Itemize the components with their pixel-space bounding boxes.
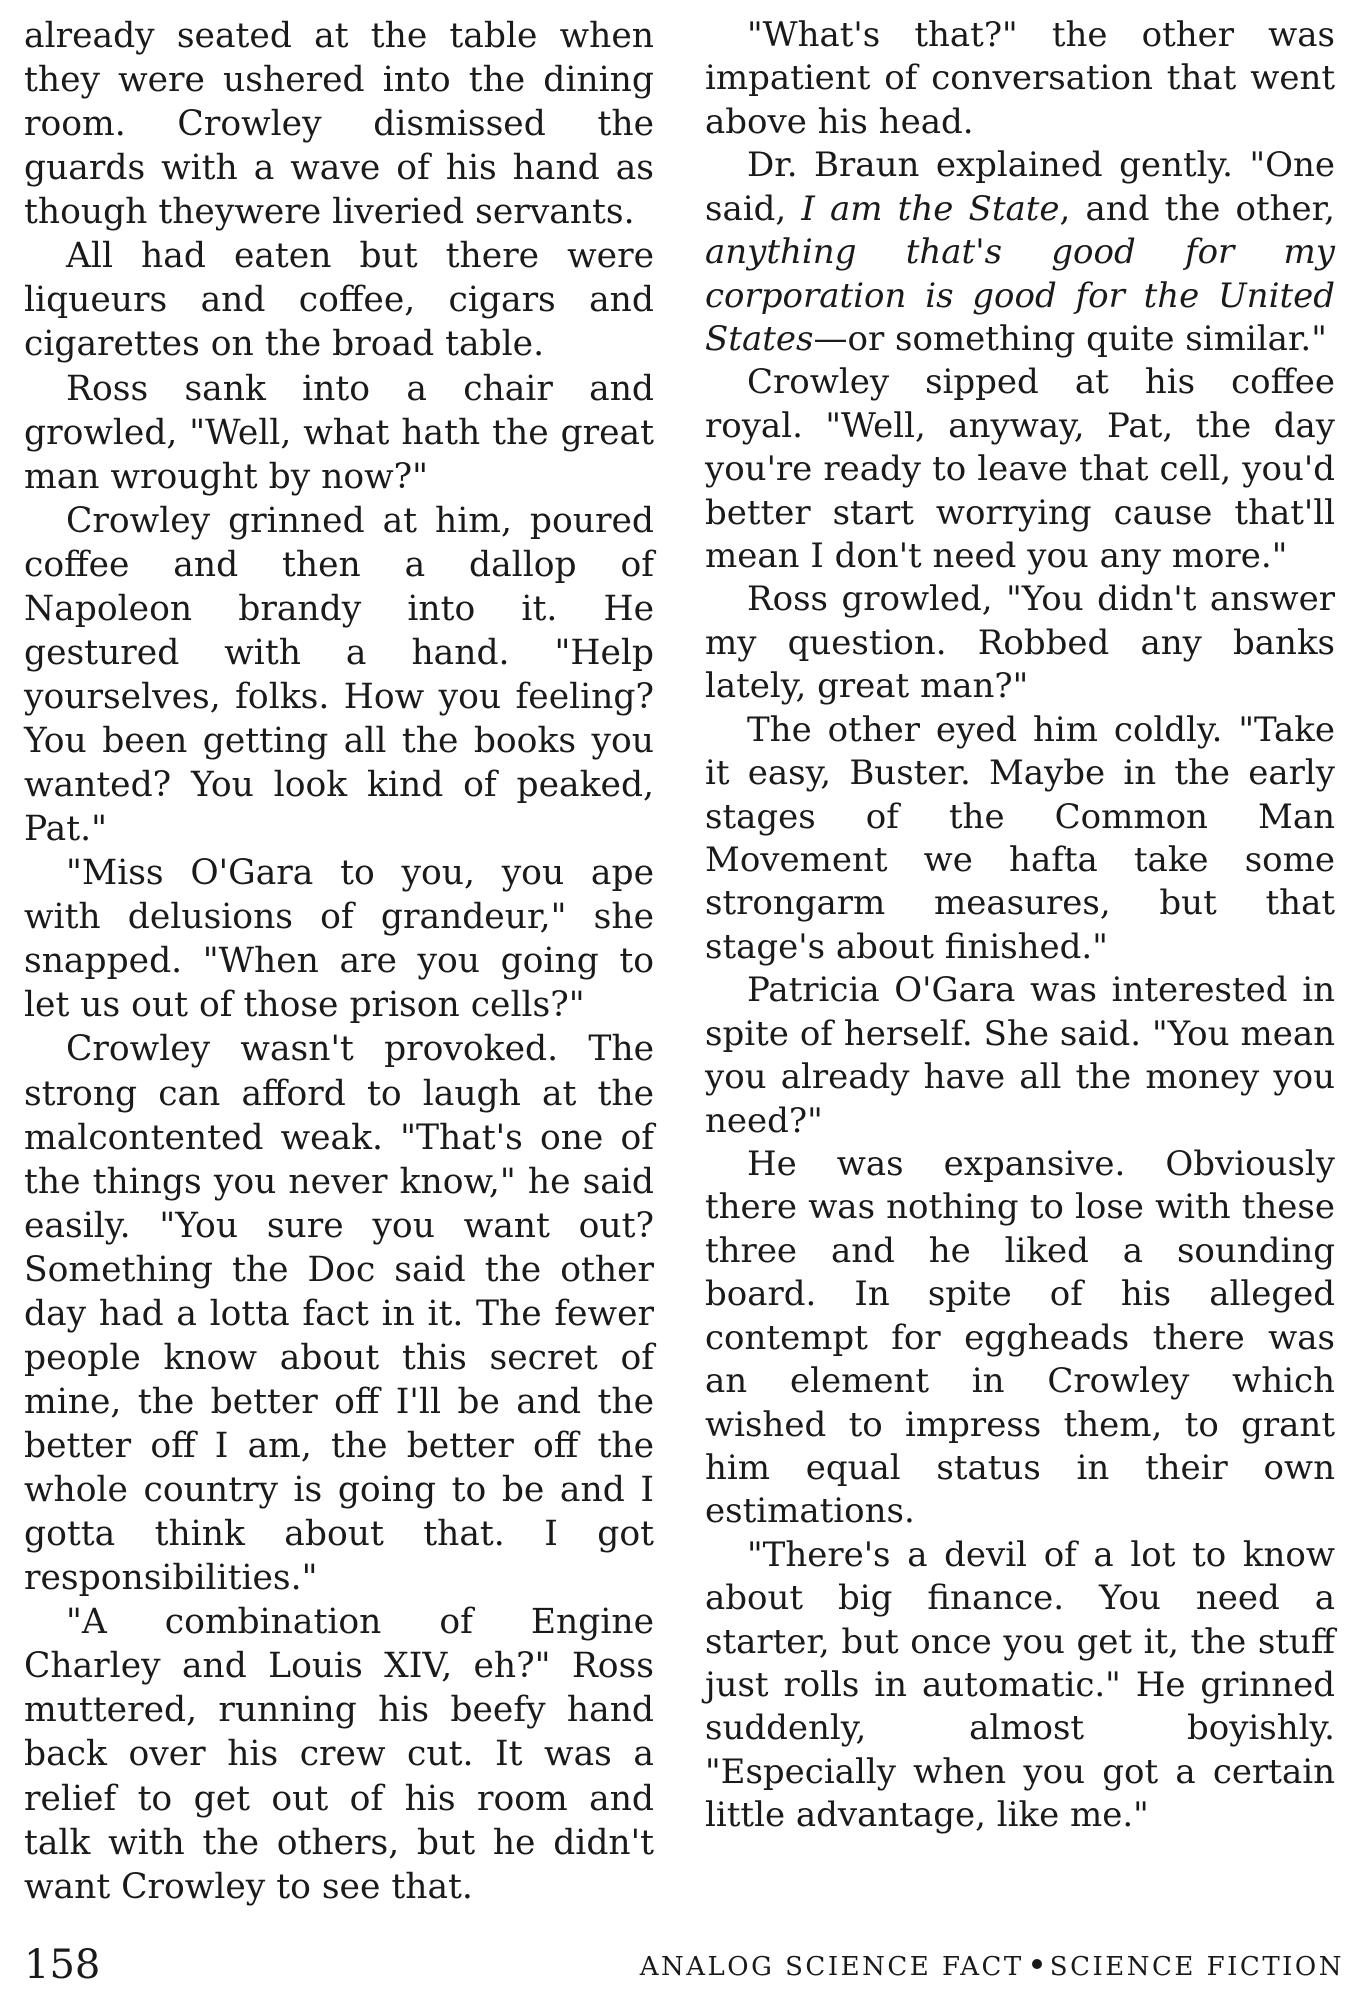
page-footer [24,1942,1344,1992]
text-run: , and the other, [1059,188,1335,229]
paragraph: Crowley wasn't provoked. The strong can afford to laugh at the malcontented weak. "That's one of the things you never know," he said easily. "You sure you want out? Something the Doc said the other day had a lotta fact in it. The fewer people know about this secret of mine, the better off I'll be and the better off I am, the better off the whole country is going to be and I gotta think about that. I got responsibilities." [24,1029,654,1599]
paragraph: All had eaten but there were liqueurs and coffee, cigars and cigarettes on the broad table. [24,236,654,365]
right-column [705,14,1335,1838]
paragraph: "Miss O'Gara to you, you ape with delusions of grandeur," she snapped. "When are you going to let us out of those prison cells?" [24,853,654,1026]
paragraph: Ross growled, "You didn't answer my question. Robbed any banks lately, great man?" [705,579,1335,707]
page-number: 158 [24,1942,101,1988]
bullet-icon [1032,1959,1042,1969]
paragraph: already seated at the table when they were ushered into the dining room. Crowley dismissed the guards with a wave of his hand as though theywere liveried servants. [24,16,654,233]
magazine-subtitle: SCIENCE FICTION [1049,1952,1344,1982]
paragraph: "A combination of Engine Charley and Louis XIV, eh?" Ross muttered, running his beefy hand back over his crew cut. It was a relief to get out of his room and talk with the others, but he didn't want Crowley to see that. [24,1602,654,1907]
paragraph: "What's that?" the other was impatient of conversation that went above his head. [705,15,1335,142]
paragraph: Ross sank into a chair and growled, "Well, what hath the great man wrought by now?" [24,368,654,497]
magazine-title: ANALOG SCIENCE FACT [639,1952,1024,1982]
left-column [24,14,654,1909]
italic-quote: anything that's good for my corporation is good for the United States [705,232,1335,359]
running-head [640,1952,1344,1982]
paragraph: "There's a devil of a lot to know about big finance. You need a starter, but once you get it, the stuff just rolls in automatic." He grinned suddenly, almost boyishly. "Especially when you got a certain little advantage, like me." [705,1534,1335,1836]
italic-quote: I am the State [801,188,1060,229]
paragraph: Crowley sipped at his coffee royal. "Well, anyway, Pat, the day you're ready to leave that cell, you'd better start worrying cause that'll mean I don't need you any more." [705,362,1335,577]
paragraph [705,144,1335,361]
paragraph: The other eyed him coldly. "Take it easy, Buster. Maybe in the early stages of the Common Man Movement we hafta take some strongarm measures, but that stage's about finished." [705,709,1335,967]
paragraph: Crowley grinned at him, poured coffee and then a dallop of Napoleon brandy into it. He gestured with a hand. "Help yourselves, folks. How you feeling? You been getting all the books you wanted? You look kind of peaked, Pat." [24,500,654,850]
text-run: —or something quite similar." [813,318,1327,359]
paragraph: He was expansive. Obviously there was nothing to lose with these three and he liked a sounding board. In spite of his alleged contempt for eggheads there was an element in Crowley which wished to impress them, to grant him equal status in their own estimations. [705,1143,1335,1532]
text-run: Dr. Braun explained gently. "One said, [705,145,1335,229]
paragraph: Patricia O'Gara was interested in spite of herself. She said. "You mean you already have all the money you need?" [705,970,1335,1141]
